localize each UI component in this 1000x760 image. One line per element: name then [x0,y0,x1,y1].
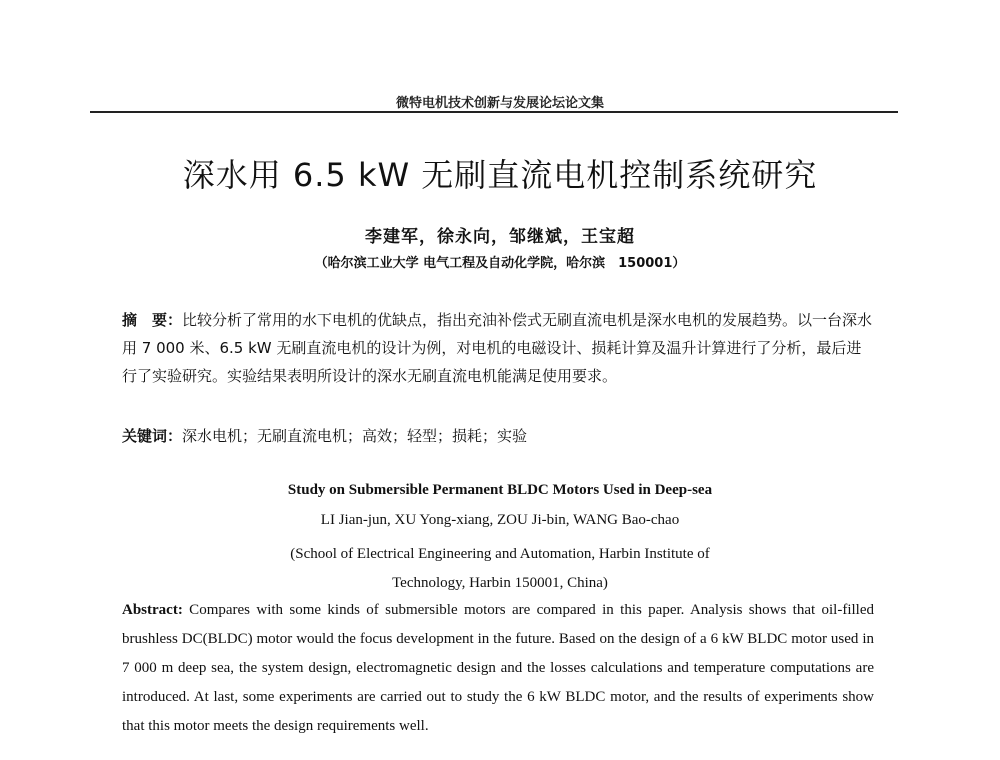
keywords-cn-text: 深水电机；无刷直流电机；高效；轻型；损耗；实验 [182,427,528,445]
abstract-cn [122,306,874,390]
running-header: 微特电机技术创新与发展论坛论文集 [395,96,604,111]
affiliation-en-line2: Technology, Harbin 150001, China) [392,575,608,591]
header-rule [90,111,898,113]
abstract-en-label: Abstract: [122,602,183,618]
authors: 李建军，徐永向，邹继斌，王宝超 [365,227,635,247]
abstract-cn-text: 比较分析了常用的水下电机的优缺点，指出充油补偿式无刷直流电机是深水电机的发展趋势。以一台深水用 7 000 米、6.5 kW 无刷直流电机的设计为例，对电机的电磁设计、损耗计算及温升计算进行了分析，最后进行了实验研究。实验结果表明所设计的深水无刷直流电机能满足使用要求。 [122,311,873,385]
keywords-cn [122,422,874,450]
keywords-cn-label: 关键词： [122,427,183,445]
affiliation-en [0,540,1000,598]
affiliation: （哈尔滨工业大学 电气工程及自动化学院，哈尔滨 150001） [314,256,686,271]
abstract-cn-label: 摘 要： [122,311,183,329]
paper-title: 深水用 6.5 kW 无刷直流电机控制系统研究 [182,156,818,194]
authors-en: LI Jian-jun, XU Yong-xiang, ZOU Ji-bin, WANG Bao-chao [320,512,680,528]
abstract-en [122,596,874,741]
affiliation-en-line1: (School of Electrical Engineering and Automation, Harbin Institute of [290,546,710,562]
title-en: Study on Submersible Permanent BLDC Motors Used in Deep-sea [287,482,713,498]
abstract-en-text: Compares with some kinds of submersible motors are compared in this paper. Analysis shows that oil-filled brushless DC(BLDC) motor would the focus development in the future. Based on the design of a 6 kW BLDC motor used in 7 000 m deep sea, the system design, electromagnetic design and the losses calculations and temperature computations are introduced. At last, some experiments are carried out to study the 6 kW BLDC motor, and the results of experiments show that this motor meets the design requirements well. [122,602,874,734]
